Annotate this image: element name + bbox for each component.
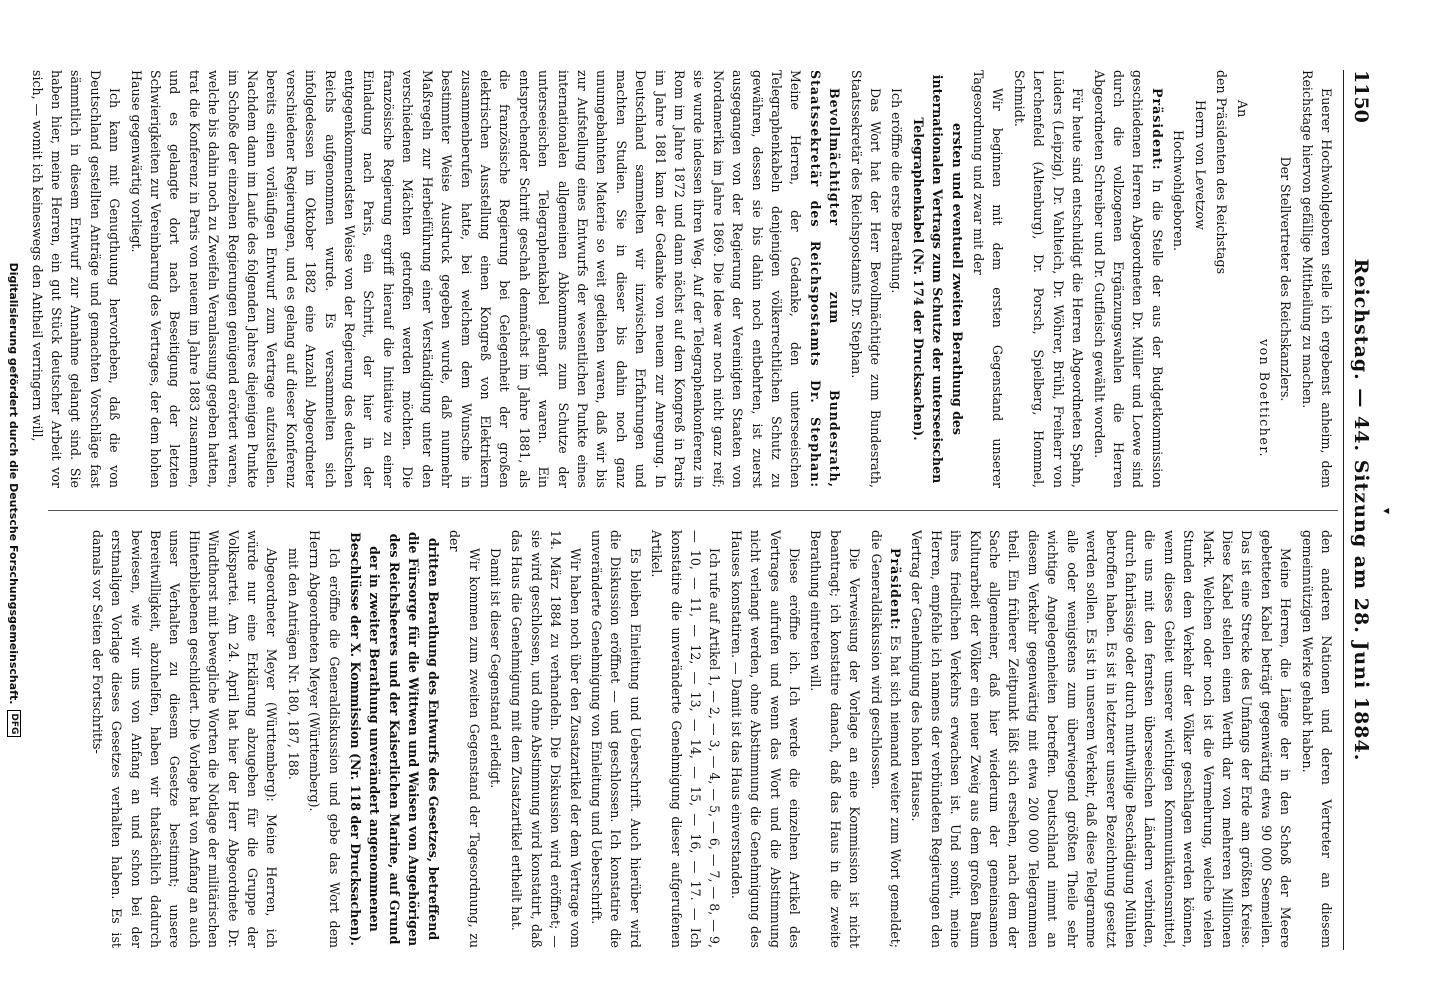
left-column — [29, 70, 1336, 488]
speech-text: In die Stelle der aus der Budgetkommission geschiedenen Herren Abgeordneten Dr. Müller und Loewe sind durch die vollzogenen Ergänzungswahlen die Herren Abgeordneten Schreiber und Dr. Gutfleisch gewählt worden. — [1091, 70, 1165, 488]
margin-mark: ▾ — [1380, 508, 1394, 515]
paragraph: Ich rufe auf Artikel 1, — 2, — 3, — 4, — 5, — 6, — 7, — 8, — 9, — 10, — 11, — 12, — 13, — 14, — 15, — 16, — 17. — Ich konstatire die unveränderte Genehmigung dieser aufgerufenen Artikel. — [649, 530, 723, 948]
right-column — [36, 530, 1336, 948]
paragraph: Wir haben noch über den Zusatzartikel der dem Vertrage vom 14. März 1884 zu verhandeln. Die Diskussion wird eröffnet; — sie wird geschlossen, und ohne Abstimmung wird konstatirt, daß das Haus die Genehmigung mit dem Zusatzartikel ertheilt hat. — [509, 530, 583, 948]
paragraph: Das Wort hat der Herr Bevollmächtigte zum Bundesrath, Staatssekretär des Reichspostamts Dr. Stephan. — [848, 70, 884, 488]
page-header — [1343, 70, 1372, 950]
speaker-name: Präsident: — [1149, 88, 1165, 171]
paragraph: Für heute sind entschuldigt die Herren Abgeordneten Spahn, Lüders (Leipzig), Dr. Vahlteich, Dr. Wöhrer, Brühl, Freiherr von Lerchenfeld (Altenburg), Dr. Porsch, Spielberg, Hommel, Schmidt. — [1011, 70, 1086, 488]
speech-paragraph — [866, 530, 905, 948]
digitization-footer — [3, 0, 25, 1000]
paragraph: Damit ist dieser Gegenstand erledigt. — [487, 548, 503, 789]
paragraph: den anderen Nationen und deren Vertreter an diesem gemeinnützigen Werke gehabt haben. — [1299, 530, 1334, 948]
paragraph: mit den Anträgen Nr. 180, 187, 188. — [285, 548, 301, 780]
speech-paragraph — [1089, 70, 1167, 488]
paragraph: Euerer Hochwohlgeboren stelle ich ergebenst anheim, dem Reichstage hiervon gefällige Mittheilung zu machen. — [1299, 70, 1334, 488]
paragraph: Meine Herren, die Länge der in den Schoß der Meere gebetteten Kabel beträgt gegenwärtig etwa 90 000 Seemeilen. Das ist eine Strecke des Umfangs der Erde am größten Kreise. Diese Kabel stellen einen Werth dar von mehreren Millionen Mark. Welchen oder noch ist die Vermehrung, welche vielen Stunden dem Verkehr der Völker geschlagen werden können, wenn dieses Gebiet unserer wichtigen Kommunikationsmittel, die uns mit den fernsten überseeischen Ländern verbinden, durch fahrlässige oder durch muthwillige Beschädigung Mühlen betroffen haben. Es ist in letzterer unserer Bezeichnung gesetzt werden sollen. Es ist in unserem Verkehr, daß diese Telegramme alle oder wenigstens zum überwiegend größten Theile sehr wichtige Angelegenheiten betreffen. Deutschland nimmt an diesem Verkehr gegenwärtig mit etwa 200 000 Telegrammen theil. Ein früherer Zeitpunkt läßt sich ersehen, nach dem der Sache allgemeiner, daß hier wiederum der gemeinsamen Kulturarbeit der Völker ein neuer Zweig aus dem großen Baum ihres friedlichen Verkehrs erwachsen ist. Und somit, meine Herren, empfehle ich namens der verbündeten Regierungen den Vertrag der Genehmigung des hohen Hauses. — [909, 530, 1294, 948]
paragraph: Es bleiben Einleitung und Ueberschrift. Auch hierüber wird die Diskussion eröffnet — und geschlossen. Ich konstatire die unveränderte Genehmigung von Einleitung und Ueberschrift. — [588, 530, 643, 948]
paragraph: Ich kann mit Genugthuung hervorheben, daß die von Deutschland gestellten Anträge und gemachten Vorschläge fast sämmtlich in diesem Entwurf zur Annahme gelangt sind. Sie haben hier, meine Herren, ein gut Stück deutscher Arbeit vor sich, — womit ich keineswegs den Antheil verringern will, — [29, 70, 123, 488]
signature-name: von Boetticher. — [1256, 338, 1272, 458]
speaker-name: Bevollmächtigter zum Bundesrath, Staatssekretär des Reichspostamts Dr. Stephan: — [807, 70, 843, 488]
paragraph: Ich eröffne die Generaldiskussion und gebe das Wort dem Herrn Abgeordneten Meyer (Württemberg). — [307, 530, 342, 948]
paragraph: Diese eröffne ich. Ich werde die einzelnen Artikel des Vertrages aufrufen und wenn das Wort und die Abstimmung nicht verlangt werden, ohne Abstimmung die Genehmigung des Hauses konstatiren. — Damit ist das Haus einverstanden. — [728, 530, 803, 948]
speech-text: Es hat sich niemand weiter zum Wort gemeldet; die Generaldiskussion wird geschlossen. — [868, 530, 904, 948]
address-line: An — [1235, 100, 1251, 118]
address-line: Hochwohlgeboren. — [1171, 130, 1187, 251]
paragraph: Ich eröffne die erste Berathung. — [889, 88, 905, 294]
address-line: Herrn von Levetzow — [1192, 100, 1208, 230]
paragraph: Wir beginnen mit dem ersten Gegenstand unserer Tagesordnung und zwar mit der — [971, 70, 1006, 488]
column-divider — [48, 510, 1338, 511]
page-number: 1150 — [1350, 70, 1372, 123]
dfg-logo: DFG — [7, 710, 21, 737]
agenda-item: ersten und eventuell zweiten Berathung des internationalen Vertrags zum Schutze der unterseeischen Telegraphenkabel (Nr. 174 der Drucksachen). — [910, 74, 965, 484]
agenda-item: dritten Berathung des Entwurfs des Gesetzes, betreffend die Fürsorge für die Wittwen und Waisen von Angehörigen des Reichsheeres und der Kaiserlichen Marine, auf Grund der in zweiter Berathung unverändert angenommenen Beschlüsse der X. Kommission (Nr. 118 der Drucksachen). — [348, 531, 441, 947]
speech-paragraph — [126, 70, 844, 488]
paragraph: Abgeordneter Meyer (Württemberg): Meine Herren, ich würde nur eine Erklärung abzugeben für die Gruppe der Volkspartei. Am 24. April hat hier der Herr Abgeordnete Dr. Windthorst mit bewegliche Worten die Notlage der militärischen Hinterbliebenen geschildert. Die Vorlage hat von Anfang an auch unser Verhalten zu diesem Gesetze bestimmt; unsere Bereitwilligkeit, abzuhelfen, haben wir thatsächlich dadurch bewiesen, wie wir uns von Anfang an und schon bei der erstmaligen Vorlage dieses Gesetzes verhalten haben. Es ist damals vor Seiten der Fortschritts- — [89, 530, 280, 948]
address-line: den Präsidenten des Reichstags — [1213, 70, 1229, 275]
signature-title: Der Stellvertreter des Reichskanzlers. — [1278, 156, 1294, 402]
speaker-name: Präsident: — [888, 548, 904, 631]
paragraph: Die Verweisung der Vorlage an eine Kommission ist nicht beantragt; ich konstatire danach, daß das Haus in die zweite Berathung eintreten will. — [808, 530, 863, 948]
paragraph: Wir kommen zum zweiten Gegenstand der Tagesordnung, zu der — [447, 530, 482, 948]
speech-text: Meine Herren, der Gedanke, den unterseeischen Telegraphenkabeln denjenigen völkerrechtlichen Schutz zu gewähren, dessen sie bis dahin noch entbehrten, ist zuerst ausgegangen von der Regierung der Vereinigten Staaten von Nordamerika im Jahre 1869. Die Idee war noch nicht ganz reif; sie wurde indessen ihren Weg. Auf der Telegraphenkonferenz in Rom im Jahre 1872 und dann nächst auf dem Kongreß in Paris im Jahre 1881 kam der Gedanke von neuem zur Anregung. In Deutschland sammelten wir inzwischen Erfahrungen und machten Studien. Sie in dieser bis dahin noch ganz unumgebahnten Materie so weit gediehen waren, daß wir bis zur Aufstellung eines Entwurfs der wesentlichen Punkte eines internationalen allgemeinen Abkommens zum Schutze der unterseeischen Telegraphenkabel gelangt waren. Ein entsprechender Schritt geschah demnächst im Jahre 1881, als die französische Regierung bei Gelegenheit der großen elektrischen Ausstellung einen Kongreß von Elektrikern zusammenberufen hatte, bei welchem dem Wunsche in bestimmter Weise Ausdruck gegeben wurde, daß nunmehr Maßregeln zur Herbeiführung einer Verständigung unter den verschiedenen Mächten getroffen werden möchten. Die französische Regierung ergriff hierauf die Initiative zu einer Einladung nach Paris, ein Schritt, der hier in der entgegenkommendsten Weise von der Regierung des deutschen Reichs aufgenommen wurde. Es versammelten sich infolgedessen im Oktober 1882 eine Anzahl Abgeordneter verschiedener Regierungen, und es gelang auf dieser Konferenz bereits einen vorläufigen Entwurf zum Vertrage aufzustellen. Nachdem dann im Laufe des folgenden Jahres diejenigen Punkte im Schoße der einzelnen Regierungen genügend erörtert waren, welche bis dahin noch zu Zweifeln Veranlassung gegeben hatten, trat die Konferenz in Paris von neuem im Jahre 1883 zusammen, und es gelangte dort nach Beseitigung der letzten Schwierigkeiten zur Vereinbarung des Vertrages, der dem hohen Hause gegenwärtig vorliegt. — [128, 70, 804, 488]
page-title: Reichstag. — 44. Sitzung am 28. Juni 1884. — [1350, 258, 1372, 762]
footer-text: Digitalisierung gefördert durch die Deutsche Forschungsgemeinschaft. — [7, 262, 21, 705]
